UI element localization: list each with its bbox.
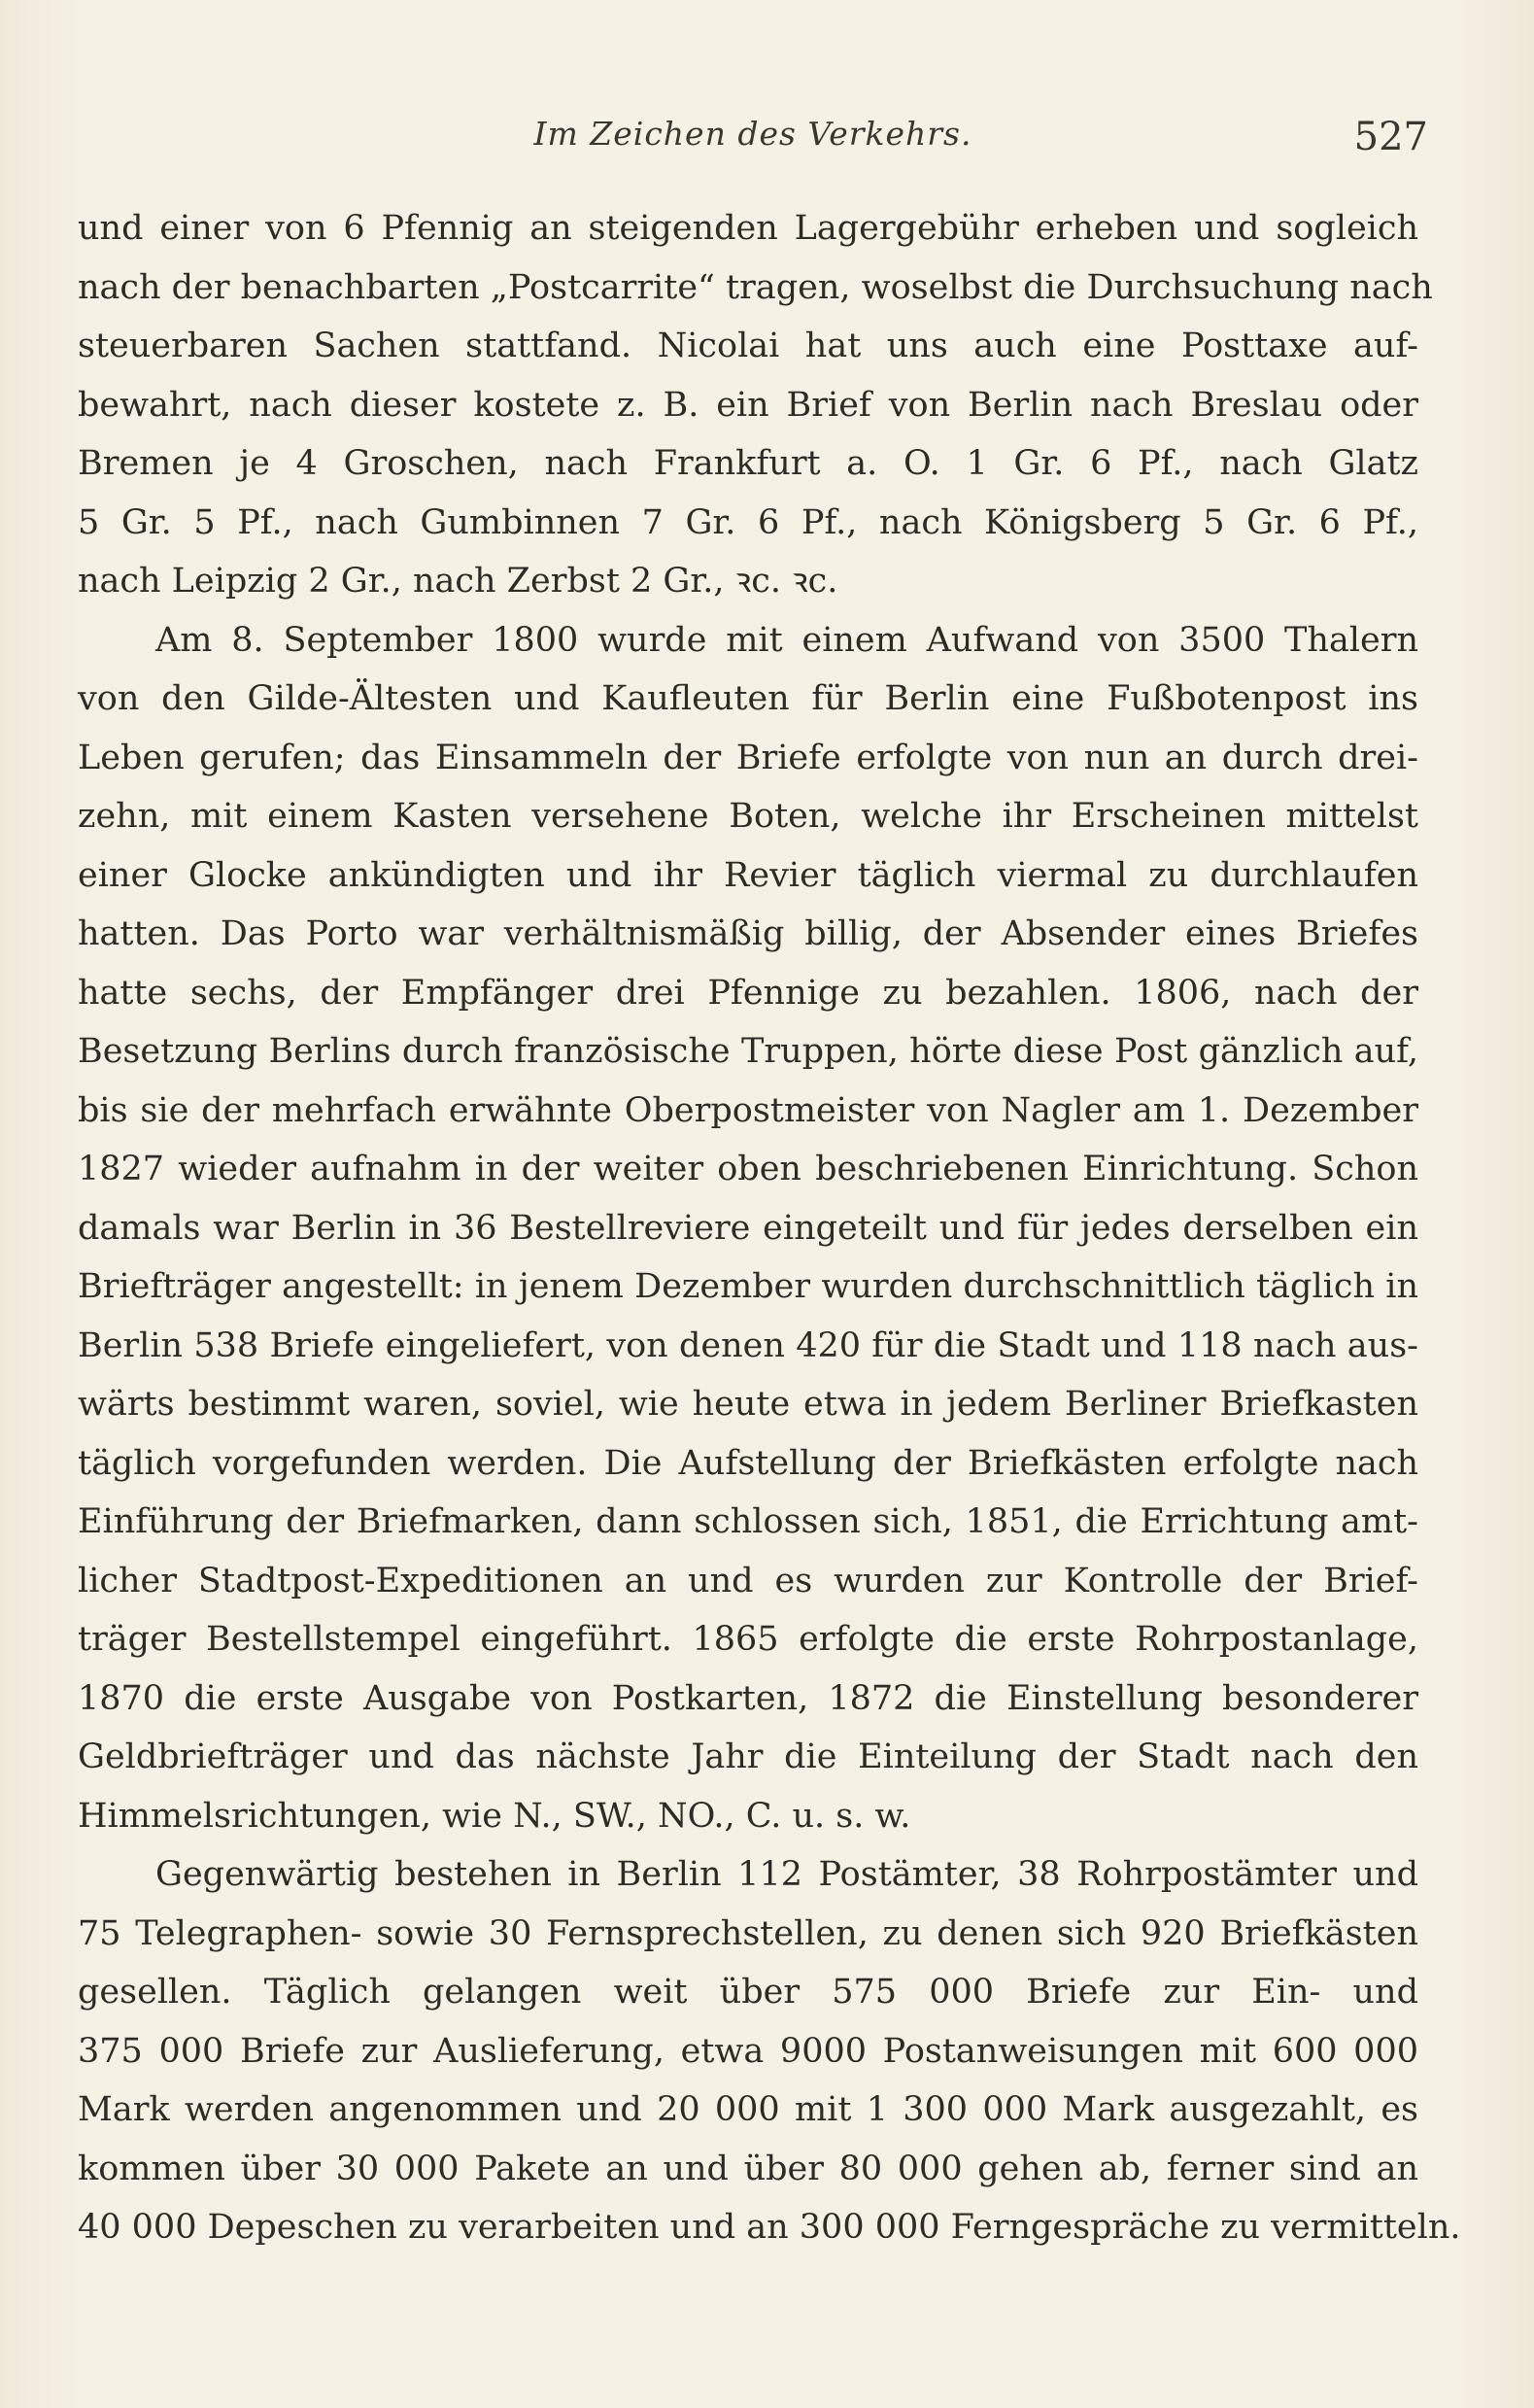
paragraph-2 bbox=[78, 611, 1418, 1846]
text-line: von den Gilde-Ältesten und Kaufleuten für Berlin eine Fußbotenpost ins bbox=[78, 679, 1418, 718]
text-line: Leben gerufen; das Einsammeln der Briefe erfolgte von nun an durch drei- bbox=[78, 738, 1418, 777]
text-line: wärts bestimmt waren, soviel, wie heute etwa in jedem Berliner Briefkasten bbox=[78, 1385, 1418, 1424]
text-line: 75 Telegraphen- sowie 30 Fernsprechstellen, zu denen sich 920 Briefkästen bbox=[78, 1913, 1418, 1953]
page-header bbox=[78, 115, 1428, 173]
text-line: 5 Gr. 5 Pf., nach Gumbinnen 7 Gr. 6 Pf., nach Königsberg 5 Gr. 6 Pf., bbox=[78, 502, 1418, 542]
text-line: einer Glocke ankündigten und ihr Revier täglich viermal zu durchlaufen bbox=[78, 855, 1418, 895]
text-line: Mark werden angenommen und 20 000 mit 1 300 000 Mark ausgezahlt, es bbox=[78, 2090, 1418, 2129]
text-line: gesellen. Täglich gelangen weit über 575 000 Briefe zur Ein- und bbox=[78, 1973, 1418, 2012]
paragraph-3 bbox=[78, 1845, 1461, 2257]
page-body bbox=[78, 199, 1461, 2257]
text-line: damals war Berlin in 36 Bestellreviere eingeteilt und für jedes derselben ein bbox=[78, 1208, 1418, 1248]
text-line: Bremen je 4 Groschen, nach Frankfurt a. O. 1 Gr. 6 Pf., nach Glatz bbox=[78, 444, 1418, 483]
text-line: 1870 die erste Ausgabe von Postkarten, 1872 die Einstellung besonderer bbox=[78, 1678, 1418, 1718]
text-line: steuerbaren Sachen stattfand. Nicolai hat uns auch eine Posttaxe auf- bbox=[78, 327, 1418, 365]
text-line: bis sie der mehrfach erwähnte Oberpostmeister von Nagler am 1. Dezember bbox=[78, 1090, 1418, 1130]
text-line: kommen über 30 000 Pakete an und über 80 000 gehen ab, ferner sind an bbox=[78, 2149, 1418, 2188]
text-line: zehn, mit einem Kasten versehene Boten, welche ihr Erscheinen mittelst bbox=[78, 797, 1418, 836]
text-line: Himmelsrichtungen, wie N., SW., NO., C. u. s. w. bbox=[78, 1796, 911, 1836]
text-line: licher Stadtpost-Expeditionen an und es wurden zur Kontrolle der Brief- bbox=[78, 1561, 1418, 1600]
text-line: nach der benachbarten „Postcarrite“ tragen, woselbst die Durchsuchung nach bbox=[78, 267, 1433, 307]
text-line: und einer von 6 Pfennig an steigenden Lagergebühr erheben und sogleich bbox=[78, 209, 1418, 248]
page-number: 527 bbox=[1353, 115, 1428, 159]
text-line: hatte sechs, der Empfänger drei Pfennige zu bezahlen. 1806, nach der bbox=[78, 973, 1418, 1013]
text-line: hatten. Das Porto war verhältnismäßig billig, der Absender eines Briefes bbox=[78, 914, 1418, 953]
paragraph-1 bbox=[78, 199, 1433, 611]
text-line: Berlin 538 Briefe eingeliefert, von denen 420 für die Stadt und 118 nach aus- bbox=[78, 1325, 1418, 1365]
text-line: nach Leipzig 2 Gr., nach Zerbst 2 Gr., ꝛc. ꝛc. bbox=[78, 562, 838, 601]
text-line: 375 000 Briefe zur Auslieferung, etwa 9000 Postanweisungen mit 600 000 bbox=[78, 2031, 1418, 2071]
text-line: Besetzung Berlins durch französische Truppen, hörte diese Post gänzlich auf, bbox=[78, 1032, 1418, 1071]
text-line: täglich vorgefunden werden. Die Aufstellung der Briefkästen erfolgte nach bbox=[78, 1443, 1418, 1483]
text-line: 1827 wieder aufnahm in der weiter oben beschriebenen Einrichtung. Schon bbox=[78, 1150, 1418, 1188]
text-line: träger Bestellstempel eingeführt. 1865 erfolgte die erste Rohrpostanlage, bbox=[78, 1620, 1418, 1659]
text-line: bewahrt, nach dieser kostete z. B. ein Brief von Berlin nach Breslau oder bbox=[78, 385, 1418, 425]
text-line: Gegenwärtig bestehen in Berlin 112 Postämter, 38 Rohrpostämter und bbox=[155, 1855, 1418, 1894]
text-line: Am 8. September 1800 wurde mit einem Aufwand von 3500 Thalern bbox=[155, 620, 1418, 660]
text-line: Briefträger angestellt: in jenem Dezember wurden durchschnittlich täglich in bbox=[78, 1267, 1418, 1306]
text-line: Einführung der Briefmarken, dann schlossen sich, 1851, die Errichtung amt- bbox=[78, 1502, 1418, 1541]
text-line: 40 000 Depeschen zu verarbeiten und an 300 000 Ferngespräche zu vermitteln. bbox=[78, 2208, 1461, 2247]
running-title: Im Zeichen des Verkehrs. bbox=[533, 115, 972, 153]
text-line: Geldbriefträger und das nächste Jahr die Einteilung der Stadt nach den bbox=[78, 1737, 1418, 1776]
